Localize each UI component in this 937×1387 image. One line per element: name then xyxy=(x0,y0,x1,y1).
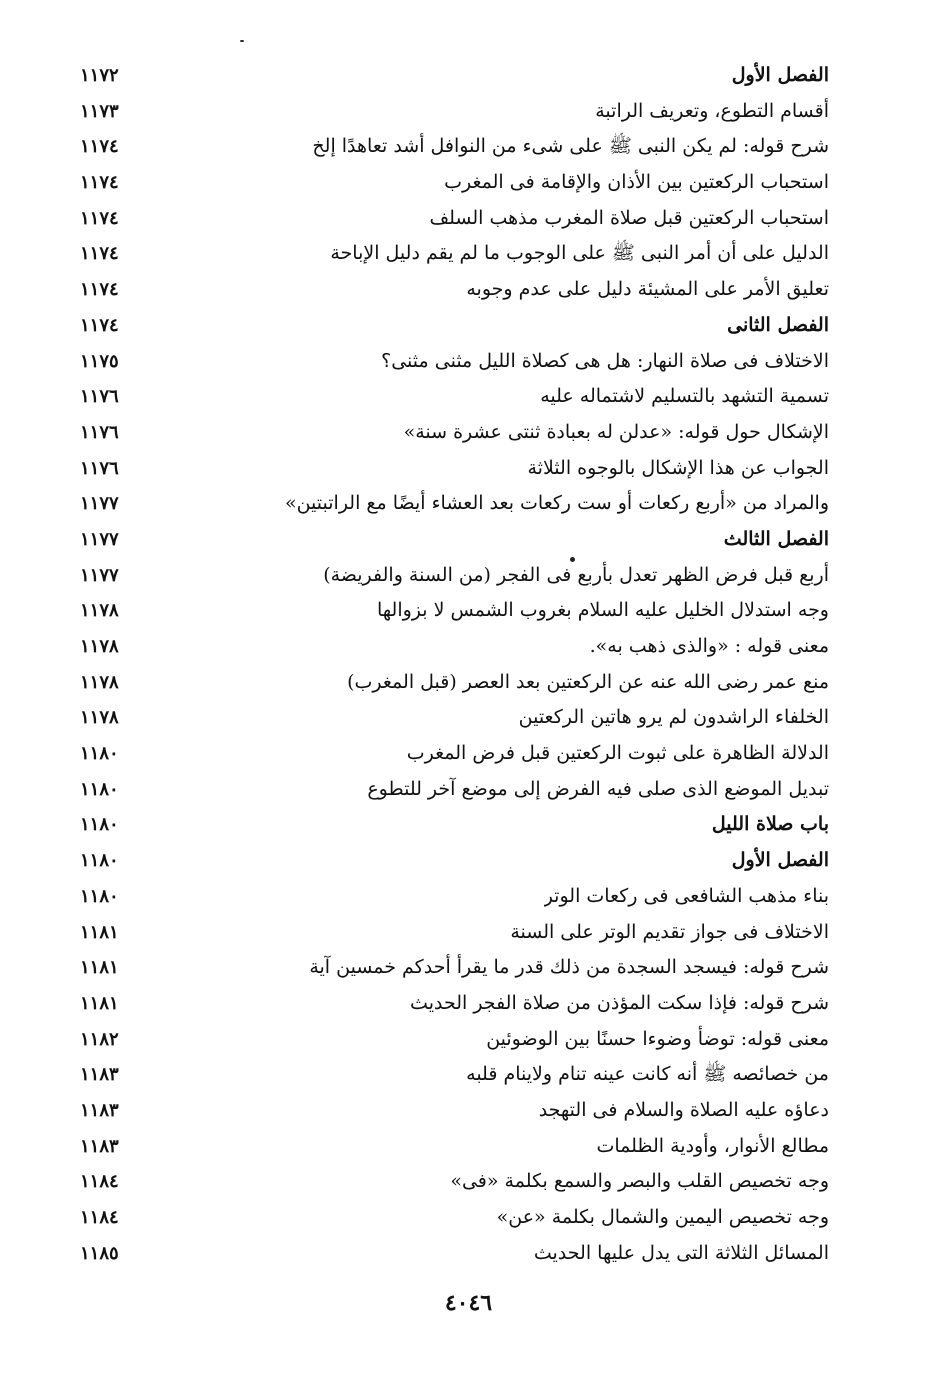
entry-title: الجواب عن هذا الإشكال بالوجوه الثلاثة xyxy=(527,456,829,479)
entry-page-number: ١١٧٦ xyxy=(80,457,119,479)
toc-entry xyxy=(80,1093,829,1129)
entry-page-number: ١١٧٤ xyxy=(80,207,119,229)
entry-page-number: ١١٨٣ xyxy=(80,1135,119,1157)
entry-title: مطالع الأنوار، وأودية الظلمات xyxy=(596,1134,829,1157)
entry-title: دعاؤه عليه الصلاة والسلام فى التهجد xyxy=(538,1098,829,1121)
entry-page-number: ١١٨٥ xyxy=(80,1242,119,1264)
entry-page-number: ١١٧٤ xyxy=(80,243,119,265)
entry-title: الاختلاف فى جواز تقديم الوتر على السنة xyxy=(510,920,829,943)
toc-entry xyxy=(80,772,829,808)
entry-page-number: ١١٧٨ xyxy=(80,671,119,693)
toc-entry xyxy=(80,1236,829,1272)
section-heading: الفصل الثانى xyxy=(727,313,829,336)
toc-entry xyxy=(80,58,829,94)
entry-page-number: ١١٨٠ xyxy=(80,743,119,765)
entry-title: معنى قوله: توضأ وضوءا حسنًا بين الوضوئين xyxy=(486,1027,829,1050)
entry-page-number: ١١٧٧ xyxy=(80,493,119,515)
entry-page-number: ١١٨٠ xyxy=(80,814,119,836)
entry-title: أربع قبل فرض الظهر تعدل بأربع فى الفجر (من السنة والفريضة) xyxy=(323,563,829,586)
toc-entry xyxy=(80,522,829,558)
toc-entry xyxy=(80,308,829,344)
table-of-contents xyxy=(80,58,829,1271)
toc-entry xyxy=(80,94,829,130)
entry-title: وجه تخصيص القلب والبصر والسمع بكلمة «فى» xyxy=(450,1170,829,1193)
entry-page-number: ١١٨١ xyxy=(80,992,119,1014)
toc-entry xyxy=(80,344,829,380)
entry-title: منع عمر رضى الله عنه عن الركعتين بعد العصر (قبل المغرب) xyxy=(347,670,829,693)
entry-title: وجه استدلال الخليل عليه السلام بغروب الشمس لا بزوالها xyxy=(376,599,829,622)
entry-page-number: ١١٧٨ xyxy=(80,600,119,622)
entry-title: تعليق الأمر على المشيئة دليل على عدم وجوبه xyxy=(466,278,829,301)
toc-entry xyxy=(80,986,829,1022)
toc-entry xyxy=(80,201,829,237)
entry-page-number: ١١٨١ xyxy=(80,921,119,943)
entry-title: من خصائصه ﷺ أنه كانت عينه تنام ولاينام قلبه xyxy=(466,1063,829,1086)
section-heading: باب صلاة الليل xyxy=(711,813,829,836)
toc-entry xyxy=(80,736,829,772)
entry-page-number: ١١٨٣ xyxy=(80,1099,119,1121)
toc-entry xyxy=(80,950,829,986)
entry-title: معنى قوله : «والذى ذهب به». xyxy=(589,635,829,657)
entry-title: وجه تخصيص اليمين والشمال بكلمة «عن» xyxy=(496,1206,829,1228)
entry-page-number: ١١٧٣ xyxy=(80,100,119,122)
toc-entry xyxy=(80,236,829,272)
toc-entry xyxy=(80,915,829,951)
entry-title: والمراد من «أربع ركعات أو ست ركعات بعد العشاء أيضًا مع الراتبتين» xyxy=(284,492,829,515)
toc-entry xyxy=(80,415,829,451)
toc-entry xyxy=(80,1164,829,1200)
toc-entry xyxy=(80,1057,829,1093)
toc-entry xyxy=(80,558,829,594)
toc-entry xyxy=(80,1022,829,1058)
entry-title: المسائل الثلاثة التى يدل عليها الحديث xyxy=(533,1241,829,1264)
entry-page-number: ١١٧٤ xyxy=(80,279,119,301)
toc-entry xyxy=(80,379,829,415)
entry-page-number: ١١٧٢ xyxy=(80,65,119,86)
entry-title: الدليل على أن أمر النبى ﷺ على الوجوب ما لم يقم دليل الإباحة xyxy=(330,242,829,265)
entry-page-number: ١١٨٣ xyxy=(80,1064,119,1086)
toc-entry xyxy=(80,700,829,736)
entry-page-number: ١١٨٤ xyxy=(80,1171,119,1193)
toc-entry xyxy=(80,665,829,701)
entry-title: تبديل الموضع الذى صلى فيه الفرض إلى موضع آخر للتطوع xyxy=(367,777,829,800)
entry-title: استحباب الركعتين بين الأذان والإقامة فى المغرب xyxy=(444,171,829,194)
entry-page-number: ١١٨٠ xyxy=(80,778,119,800)
entry-page-number: ١١٧٧ xyxy=(80,528,119,550)
entry-page-number: ١١٧٦ xyxy=(80,386,119,408)
entry-page-number: ١١٨٠ xyxy=(80,885,119,907)
toc-entry xyxy=(80,272,829,308)
toc-entry xyxy=(80,843,829,879)
entry-title: بناء مذهب الشافعى فى ركعات الوتر xyxy=(543,884,829,907)
toc-entry xyxy=(80,807,829,843)
page-number: ٤٠٤٦ xyxy=(444,1290,493,1316)
entry-title: أقسام التطوع، وتعريف الراتبة xyxy=(595,99,829,122)
entry-title: شرح قوله: لم يكن النبى ﷺ على شىء من النوافل أشد تعاهدًا إلخ xyxy=(312,135,829,158)
entry-page-number: ١١٧٨ xyxy=(80,707,119,729)
entry-title: الاختلاف فى صلاة النهار: هل هى كصلاة الليل مثنى مثنى؟ xyxy=(381,349,829,372)
toc-entry xyxy=(80,486,829,522)
entry-page-number: ١١٧٤ xyxy=(80,136,119,158)
entry-page-number: ١١٧٤ xyxy=(80,172,119,194)
entry-title: شرح قوله: فإذا سكت المؤذن من صلاة الفجر الحديث xyxy=(410,991,829,1014)
entry-page-number: ١١٨٠ xyxy=(80,850,119,872)
toc-entry xyxy=(80,1129,829,1165)
toc-entry xyxy=(80,129,829,165)
toc-entry xyxy=(80,879,829,915)
entry-title: تسمية التشهد بالتسليم لاشتماله عليه xyxy=(540,385,829,408)
section-heading: الفصل الأول xyxy=(731,849,829,872)
section-heading: الفصل الثالث xyxy=(723,527,829,550)
entry-page-number: ١١٧٦ xyxy=(80,421,119,443)
entry-title: الإشكال حول قوله: «عدلن له بعبادة ثنتى عشرة سنة» xyxy=(403,420,829,443)
toc-entry xyxy=(80,451,829,487)
entry-title: شرح قوله: فيسجد السجدة من ذلك قدر ما يقرأ أحدكم خمسين آية xyxy=(309,956,829,979)
entry-title: الدلالة الظاهرة على ثبوت الركعتين قبل فرض المغرب xyxy=(406,742,829,765)
toc-entry xyxy=(80,1200,829,1236)
entry-title: الخلفاء الراشدون لم يرو هاتين الركعتين xyxy=(518,706,829,729)
entry-page-number: ١١٧٨ xyxy=(80,636,119,657)
entry-page-number: ١١٧٧ xyxy=(80,564,119,586)
entry-page-number: ١١٧٥ xyxy=(80,350,119,372)
entry-page-number: ١١٨٤ xyxy=(80,1207,119,1228)
toc-entry xyxy=(80,629,829,665)
section-heading: الفصل الأول xyxy=(731,64,829,86)
entry-title: استحباب الركعتين قبل صلاة المغرب مذهب السلف xyxy=(429,206,829,229)
entry-page-number: ١١٨١ xyxy=(80,957,119,979)
toc-entry xyxy=(80,165,829,201)
entry-page-number: ١١٧٤ xyxy=(80,314,119,336)
toc-entry xyxy=(80,593,829,629)
entry-page-number: ١١٨٢ xyxy=(80,1028,119,1050)
ink-speck xyxy=(240,40,244,42)
